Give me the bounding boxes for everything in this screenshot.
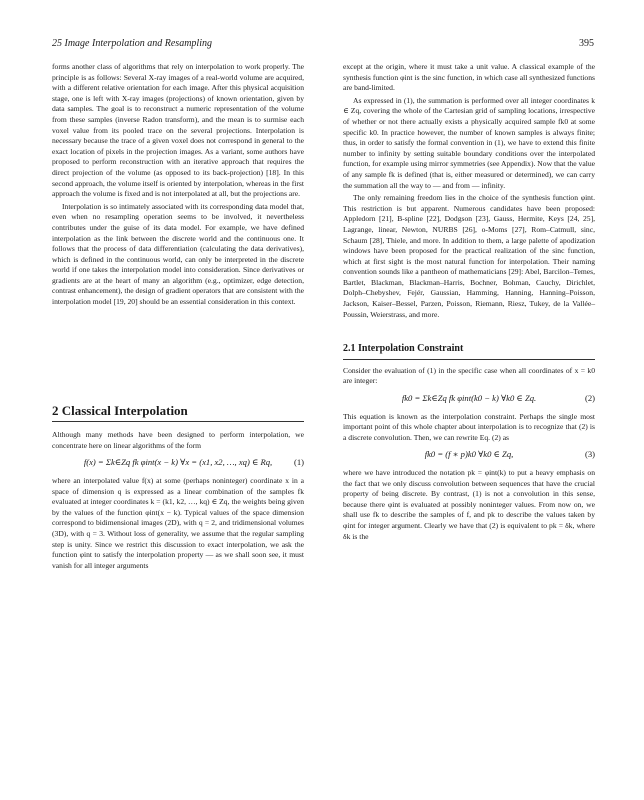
equation-3 [343, 449, 595, 460]
running-header [52, 38, 594, 49]
paragraph: Interpolation is so intimately associated with its corresponding data model that, even when no resampling operation seems to be involved, it nevertheless contributes under the guise of its data model. For example, we have defined interpolation as the link between the discrete world and the continuous one. It follows that the process of data differentiation (calculating the data derivatives), which is defined in the continuous world, can only be interpreted in the discrete world if one takes the interpolation model into consideration. Since derivatives or gradients are at the heart of many an algorithm (e.g., optimizer, edge detection, contrast enhancement), the design of gradient operators that are consistent with the interpolation model [19, 20] should be an essential consideration in this context. [52, 201, 304, 307]
right-column [343, 62, 595, 544]
paragraph: where an interpolated value f(x) at some (perhaps noninteger) coordinate x in a space of dimension q is expressed as a linear combination of the samples fk evaluated at integer coordinates k = (k1, k2, …, kq) ∈ Zq, the weights being given by the values of the function φint(x − k). Typical values of the space dimension correspond to bidimensional images (2D), with q = 2, and tridimensional volumes (3D), with q = 3. Without loss of generality, we assume that the regular sampling step is unity. Since we restrict this discussion to exact interpolation, we ask the function φint to satisfy the interpolation property — as we shall soon see, it must vanish for all integer arguments [52, 476, 304, 570]
paragraph: This equation is known as the interpolation constraint. Perhaps the single most important point of this whole chapter about interpolation is to recognize that (2) is a discrete convolution. Then, we can rewrite Eq. (2) as [343, 411, 595, 442]
paragraph: The only remaining freedom lies in the choice of the synthesis function φint. This restriction is but apparent. Numerous candidates have been proposed: Appledorn [21], B-spline [22], Dodgson [23], Gauss, Hermite, Keys [24, 25], Lagrange, linear, Newton, NURBS [26], o-Moms [27], Rom–Catmull, sinc, Schaum [28], Thiele, and more. In addition to them, a large palette of apodization windows have been proposed for the practical realization of the sinc function, which at first sight is the most natural function for interpolation. Their naming convention sounds like a pantheon of mathematicians [29]: Abel, Barcilon–Temes, Bartlet, Blackman, Blackman–Harris, Bochner, Bohman, Cauchy, Dirichlet, Dolph–Chebyshev, Fejér, Gaussian, Hamming, Hanning, Hanning–Poisson, Jackson, Kaiser–Bessel, Parzen, Poisson, Riemann, Riesz, Tukey, de la Vallée–Poussin, Weierstrass, and more. [343, 193, 595, 319]
equation-2 [343, 393, 595, 404]
spacer [52, 310, 304, 406]
paragraph: forms another class of algorithms that rely on interpolation to work properly. The principle is as follows: Several X-ray images of a real-world volume are acquired, with a different relative orientation for each image. After this physical acquisition stage, one is left with X-ray images (projections) of known orientation, given by data samples. The goal is to reconstruct a numeric representation of the volume from these samples (inverse Radon transform), and the mean is to surmise each voxel value from its pooled trace on the several projections. Interpolation is necessary because the trace of a given voxel does not correspond in general to the exact location of pixels in the projection images. As a variant, some authors have proposed to perform reconstruction with an iterative approach that requires the direct projection of the volume (as opposed to its back-projection) [18]. In this second approach, the volume itself is oriented by interpolation, whereas in the first approach the volume is fixed and is not interpolated at all, but the projections are. [52, 62, 304, 199]
chapter-title: 25 Image Interpolation and Resampling [52, 38, 212, 49]
equation-1 [52, 457, 304, 468]
paragraph: As expressed in (1), the summation is performed over all integer coordinates k ∈ Zq, covering the whole of the Cartesian grid of sampling locations, irrespective of whether or not there actually exists a physically acquired sample fk0 at some specific k0. In practice however, the number of known samples is always finite; thus, in order to satisfy the formal convention in (1), we have to extend this finite number to infinity by setting suitable boundary conditions over the interpolated function, for example using mirror symmetries (see Appendix). Now that the value of any sample fk is defined (that is, either measured or determined), we can carry the summation all the way to — and from — infinity. [343, 95, 595, 190]
equation-body: fk0 = (f ∗ p)k0 ∀k0 ∈ Zq, [424, 449, 514, 460]
equation-body: fk0 = Σk∈Zq fk φint(k0 − k) ∀k0 ∈ Zq. [401, 393, 537, 404]
paragraph: Although many methods have been designed to perform interpolation, we concentrate here on linear algorithms of the form [52, 430, 304, 450]
equation-number: (1) [293, 457, 304, 468]
left-column [52, 62, 304, 573]
equation-body: f(x) = Σk∈Zq fk φint(x − k) ∀x = (x1, x2, …, xq) ∈ Rq, [83, 457, 273, 468]
subsection-heading: 2.1 Interpolation Constraint [343, 344, 595, 360]
section-heading: 2 Classical Interpolation [52, 406, 304, 423]
paragraph: Consider the evaluation of (1) in the specific case when all coordinates of x = k0 are integer: [343, 365, 595, 386]
paragraph: except at the origin, where it must take a unit value. A classical example of the synthesis function φint is the sinc function, in which case all synthesized functions are band-limited. [343, 62, 595, 93]
equation-number: (3) [584, 449, 595, 460]
paragraph: where we have introduced the notation pk = φint(k) to put a heavy emphasis on the fact that we only discuss convolution between sequences that have the crucial property of being discrete. By contrast, (1) is not a convolution in this sense, because there φint is evaluated at possibly noninteger values. From now on, we shall use fk to describe the samples of f, and pk to describe the values taken by φint for integer argument. Clearly we have that (2) is equivalent to pk = δk, where δk is the [343, 468, 595, 541]
page-number: 395 [579, 38, 594, 49]
spacer [343, 322, 595, 344]
equation-number: (2) [584, 393, 595, 404]
